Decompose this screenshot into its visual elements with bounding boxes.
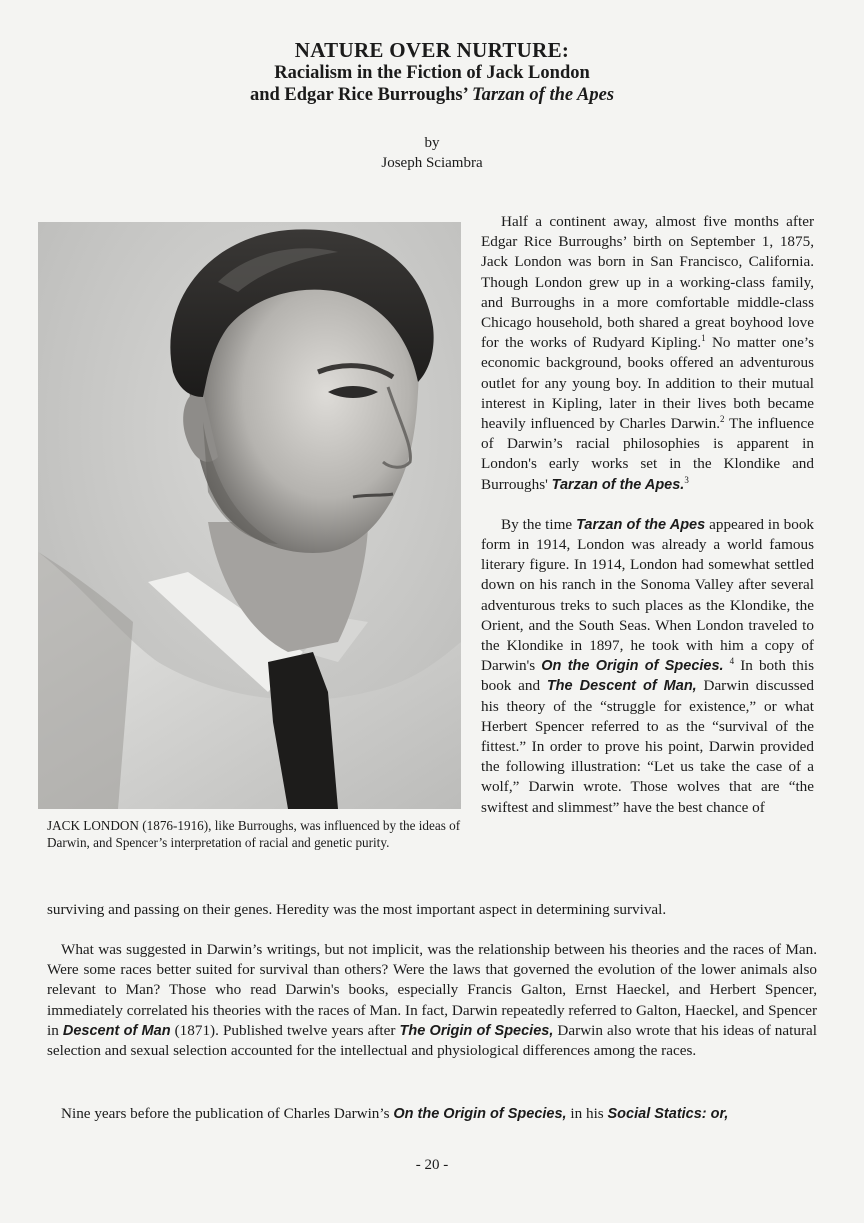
title-book-name: Tarzan of the Apes [472,85,615,105]
paragraph-2-continued [47,900,817,920]
title-main: NATURE OVER NURTURE: [294,38,570,62]
title-subtitle-line1: Racialism in the Fiction of Jack London [274,63,590,83]
page-number: - 20 - [415,1157,449,1173]
paragraph-1: Half a continent away, almost five months after Edgar Rice Burroughs’ birth on September 1, 1875, Jack London was born in San Francisco, California. Though London grew up in a working-class family, and Burroughs in a more comfortable middle-class Chicago household, both shared a great boyhood love for the works of Rudyard Kipling.$^1$ No matter one’s economic background, books offered an adventurous outlet for any young boy. In addition to their mutual interest in Kipling, later in their lives both became heavily influenced by Charles Darwin.$^2$ The influence of Darwin’s racial philosophies is apparent in London's early works set in the Klondike and Burroughs' Tarzan of the Apes.$^3$ [481,213,815,493]
author-name: Joseph Sciambra [381,155,483,171]
byline-by: by [424,135,440,151]
photo-caption: JACK LONDON (1876-1916), like Burroughs, was influenced by the ideas of Darwin, and Spencer’s interpretation of racial and genetic purity. [47,818,461,850]
title-subtitle-line2: and Edgar Rice Burroughs’ Tarzan of the Apes [249,85,615,105]
byline [0,133,864,173]
book-title-descent-of-man: The Descent of Man, [546,678,697,695]
book-title-tarzan: Tarzan of the Apes. [551,476,685,493]
footnote-ref-4: 4 [729,656,735,667]
paragraph-4 [47,1104,817,1124]
paragraph-3-text: What was suggested in Darwin’s writings, but not implicit, was the relationship between his theories and the races of Man. Were some races better suited for survival than others? Were the laws that governed the evolution of the lower animals also relevant to Man? Those who read Darwin's books, especially Francis Galton, Ernst Haeckel, and Herbert Spencer, immediately correlated his theories with the races of Man. In fact, Darwin repeatedly referred to Galton, Haeckel, and Spencer in Descent of Man (1871). Published twelve years after The Origin of Species, Darwin also wrote that his ideas of natural selection and sexual selection accounted for the intellectual and physiological differences among the races. [47,941,817,1060]
book-title-social-statics: Social Statics: or, [607,1106,729,1122]
right-column-text [481,212,814,818]
footnote-ref-1: 1 [701,333,706,344]
footnote-ref-3: 3 [684,474,689,485]
paragraph-3 [47,940,817,1061]
book-title-origin-of-species: On the Origin of Species, [393,1106,567,1122]
paragraph-4-text: Nine years before the publication of Charles Darwin’s On the Origin of Species, in his Social Statics: or, [61,1105,729,1122]
paragraph-2-tail: surviving and passing on their genes. Heredity was the most important aspect in determining survival. [47,901,667,918]
paragraph-2: By the time Tarzan of the Apes appeared in book form in 1914, London was already a world famous literary figure. In 1914, London had somewhat settled down on his ranch in the Sonoma Valley after several adventurous treks to such places as the Klondike, the Orient, and the South Seas. When London traveled to the Klondike in 1897, he took with him a copy of Darwin's On the Origin of Species. $^4$ In both this book and The Descent of Man, Darwin discussed his theory of the “struggle for existence,” or what Herbert Spencer referred to as the “survival of the fittest.” In order to prove his point, Darwin provided the following illustration: “Let us take the case of a wolf,” Darwin wrote. Those wolves that are “the swiftest and slimmest” have the best chance of [481,515,815,816]
book-title-descent-of-man: Descent of Man [62,1022,171,1039]
footnote-ref-2: 2 [720,413,725,424]
article-title [0,38,864,106]
book-title-tarzan: Tarzan of the Apes [576,516,706,533]
book-title-origin-of-species: The Origin of Species, [399,1022,554,1039]
book-title-origin-of-species: On the Origin of Species. [541,658,724,675]
jack-london-portrait-photo [38,222,461,809]
